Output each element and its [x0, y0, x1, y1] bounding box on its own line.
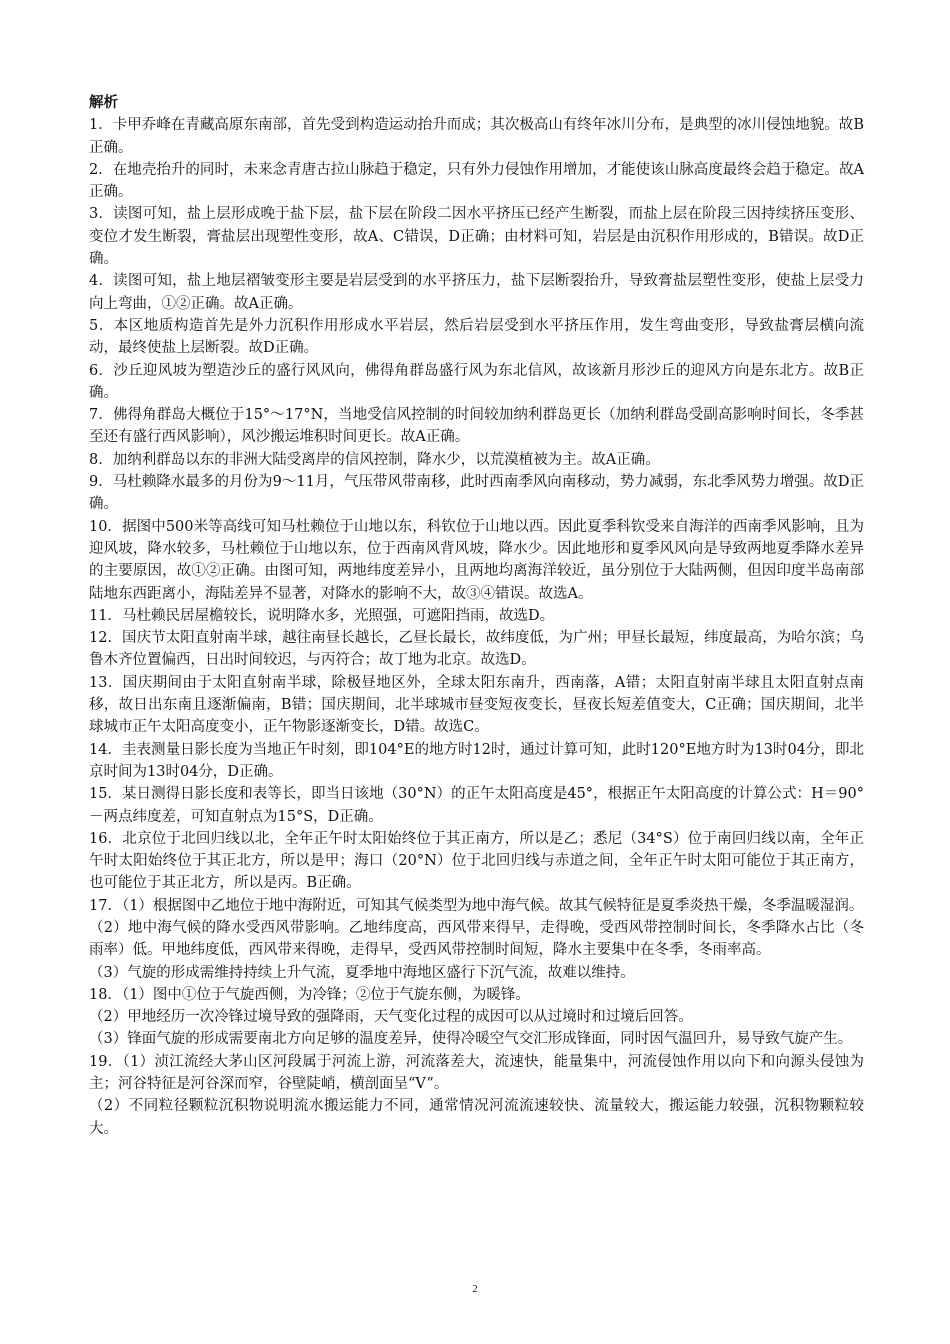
- answer-paragraph: 12．国庆节太阳直射南半球，越往南昼长越长，乙昼长最长，故纬度低，为广州；甲昼长最短，纬度最高，为哈尔滨；乌鲁木齐位置偏西，日出时间较迟，与丙符合；故丁地为北京。故选D。: [89, 630, 864, 669]
- answer-paragraph: 8．加纳利群岛以东的非洲大陆受离岸的信风控制，降水少，以荒漠植被为主。故A正确。: [89, 451, 660, 468]
- answer-paragraph: 6．沙丘迎风坡为塑造沙丘的盛行风风向，佛得角群岛盛行风为东北信风，故该新月形沙丘的迎风方向是东北方。故B正确。: [89, 362, 864, 401]
- answer-paragraph: 11．马杜赖民居屋檐较长，说明降水多，光照强，可遮阳挡雨，故选D。: [89, 607, 555, 624]
- answer-paragraph: 5．本区地质构造首先是外力沉积作用形成水平岩层，然后岩层受到水平挤压作用，发生弯曲变形，导致盐膏层横向流动，最终使盐上层断裂。故D正确。: [89, 317, 864, 357]
- answer-paragraph: 13．国庆期间由于太阳直射南半球，除极昼地区外，全球太阳东南升，西南落，A错；太阳直射南半球且太阳直射点南移，故日出东南且逐渐偏南，B错；国庆期间，北半球城市昼变短夜变长，昼夜长短差值变大，C正确；国庆期间，北半球城市正午太阳高度变小，正午物影逐渐变长，D错。故选C。: [89, 674, 864, 736]
- answer-paragraph: 17．（1）根据图中乙地位于地中海附近，可知其气候类型为地中海气候。故其气候特征是夏季炎热干燥，冬季温暖湿润。: [89, 897, 864, 914]
- answer-paragraph: 10．据图中500米等高线可知马杜赖位于山地以东，科钦位于山地以西。因此夏季科钦受来自海洋的西南季风影响，且为迎风坡，降水较多，马杜赖位于山地以东，位于西南风背风坡，降水少。因此地形和夏季风风向是导致两地夏季降水差异的主要原因，故①②正确。由图可知，两地纬度差异小，且两地均离海洋较近，虽分别位于大陆两侧，但因印度半岛南部陆地东西距离小，海陆差异不显著，对降水的影响不大，故③④错误。故选A。: [89, 518, 864, 602]
- answer-paragraph: （2）不同粒径颗粒沉积物说明流水搬运能力不同，通常情况河流流速较快、流量较大，搬运能力较强，沉积物颗粒较大。: [89, 1098, 864, 1137]
- answer-paragraph: （3）锋面气旋的形成需要南北方向足够的温度差异，使得冷暖空气交汇形成锋面，同时因气温回升，易导致气旋产生。: [89, 1031, 853, 1048]
- answer-paragraph: 16．北京位于北回归线以北，全年正午时太阳始终位于其正南方，所以是乙；悉尼（34°S）位于南回归线以南，全年正午时太阳始终位于其正北方，所以是甲；海口（20°N）位于北回归线与赤道之间，全年正午时太阳可能位于其正南方，也可能位于其正北方，所以是丙。B正确。: [89, 830, 864, 892]
- answer-page: [89, 92, 864, 1140]
- answer-paragraph: 9．马杜赖降水最多的月份为9～11月，气压带风带南移，此时西南季风向南移动，势力减弱，东北季风势力增强。故D正确。: [89, 474, 864, 513]
- answer-paragraph: （2）地中海气候的降水受西风带影响。乙地纬度高，西风带来得早，走得晚，受西风带控制时间长，冬季降水占比（冬雨率）低。甲地纬度低，西风带来得晚，走得早，受西风带控制时间短，降水主要集中在冬季，冬雨率高。: [89, 919, 864, 959]
- answer-paragraph: 19．（1）浈江流经大茅山区河段属于河流上游，河流落差大，流速快，能量集中，河流侵蚀作用以向下和向源头侵蚀为主；河谷特征是河谷深而窄，谷壁陡峭，横剖面呈“V”。: [89, 1053, 864, 1093]
- answer-paragraph: 18．（1）图中①位于气旋西侧，为冷锋；②位于气旋东侧，为暖锋。: [89, 986, 530, 1003]
- page-number: 2: [472, 1283, 478, 1295]
- answer-paragraph: 3．读图可知，盐上层形成晚于盐下层，盐下层在阶段二因水平挤压已经产生断裂，而盐上层在阶段三因持续挤压变形、变位才发生断裂，膏盐层出现塑性变形，故A、C错误，D正确；由材料可知，岩层是由沉积作用形成的，B错误。故D正确。: [89, 206, 864, 268]
- answer-paragraph: （2）甲地经历一次冷锋过境导致的强降雨，天气变化过程的成因可以从过境时和过境后回答。: [89, 1009, 693, 1026]
- answer-paragraph: （3）气旋的形成需维持持续上升气流，夏季地中海地区盛行下沉气流，故难以维持。: [89, 964, 635, 981]
- answer-paragraph: 14．圭表测量日影长度为当地正午时刻，即104°E的地方时12时，通过计算可知，此时120°E地方时为13时04分，即北京时间为13时04分，D正确。: [89, 741, 864, 780]
- answer-paragraph: 15．某日测得日影长度和表等长，即当日该地（30°N）的正午太阳高度是45°，根据正午太阳高度的计算公式：H＝90°－两点纬度差，可知直射点为15°S，D正确。: [89, 786, 864, 825]
- answer-paragraph: 7．佛得角群岛大概位于15°～17°N，当地受信风控制的时间较加纳利群岛更长（加纳利群岛受副高影响时间长，冬季甚至还有盛行西风影响），风沙搬运堆积时间更长。故A正确。: [89, 407, 864, 446]
- answer-paragraph: 1．卡甲乔峰在青藏高原东南部，首先受到构造运动抬升而成；其次极高山有终年冰川分布，是典型的冰川侵蚀地貌。故B正确。: [89, 117, 864, 156]
- section-heading: 解析: [89, 94, 118, 111]
- answer-paragraph: 4．读图可知，盐上地层褶皱变形主要是岩层受到的水平挤压力，盐下层断裂抬升，导致膏盐层塑性变形，使盐上层受力向上弯曲，①②正确。故A正确。: [89, 273, 864, 312]
- answer-paragraph: 2．在地壳抬升的同时，未来念青唐古拉山脉趋于稳定，只有外力侵蚀作用增加，才能使该山脉高度最终会趋于稳定。故A正确。: [89, 161, 864, 201]
